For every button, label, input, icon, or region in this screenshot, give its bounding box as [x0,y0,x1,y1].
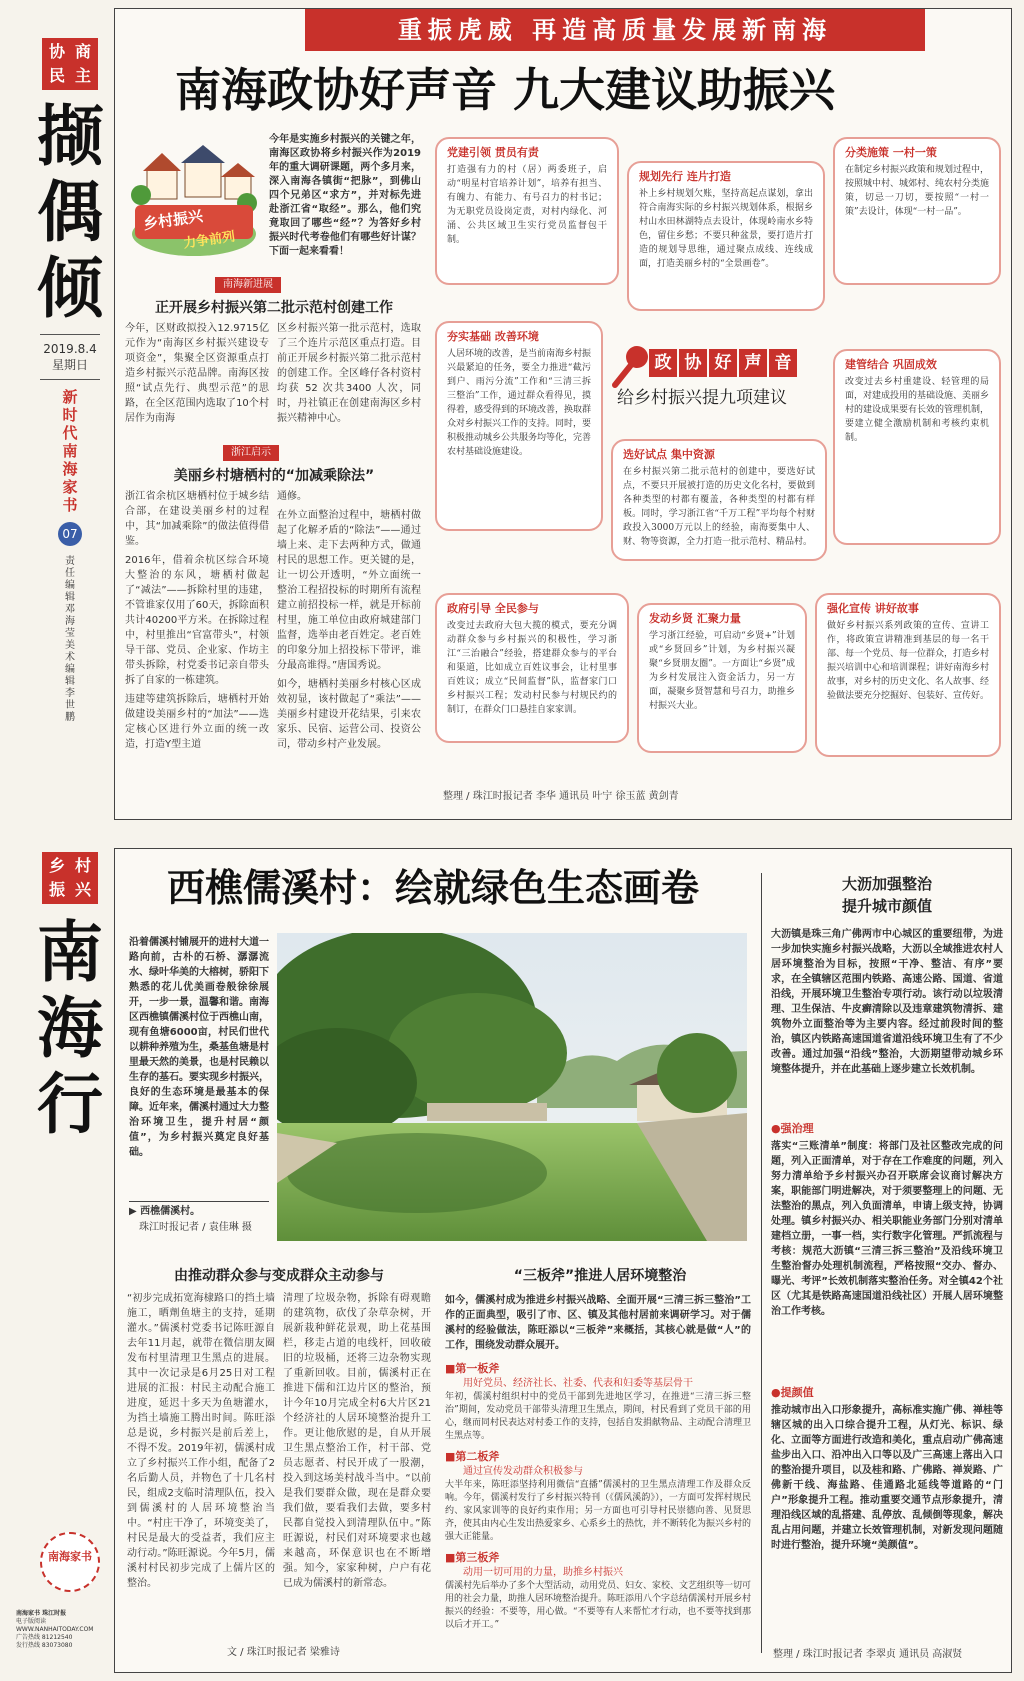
axe-item-3: ■第三板斧 动用一切可用的力量，助推乡村振兴 儒溪村先后举办了多个大型活动，动用党员、妇女、家校、文艺组织等一切可用的社会力量，助推人居环境整治提升。陈旺添用八个字总结儒溪村开展乡村振兴的经验：不要等，用心做。“不要等有人来帮忙才行动，也不要等找到那以后才开工。” [445,1551,751,1630]
article2-title: “三板斧”推进人居环境整治 [513,1268,687,1284]
news2-col2: 通修。 在外立面整治过程中，塘栖村做起了化解矛盾的“除法”——通过墙上来、走下去两种方式，做通村民的思想工作。更关键的是，让一切公开透明，“外立面统一整治工程招投标的时期所有流程建立前招投标一样，就是开标前村里，施工单位由政府城建部门监督，选举由老百姓定。老百姓的印象分加上招投标下带评，谁分最高谁得。”唐国秀说。 如今，塘栖村美丽乡村核心区成效初显，该村做起了“乘法”——美丽乡村建设开花结果，引来农家乐、民宿、运营公司、投资公司，带动乡村产业发展。 [277,491,421,750]
suggestion-improve-environment: 夯实基础 改善环境 人居环境的改善，是当前南海乡村振兴最紧迫的任务，要全力推进“截污到户、雨污分流”工作和“三清三拆三整治”工作，通过群众看得见，摸得着，感受得到的环境改善，换取群众对乡村振兴工作的支持。同时，要积极推动城乡公共服务均等化，完善农村基础设施建设。 [435,321,603,531]
rural-revival-illustration [129,139,259,259]
illustration-label-1: 乡村振兴 [142,206,205,234]
axe-item-2: ■第二板斧 通过宣传发动群众积极参与 大半年来，陈旺添坚持利用微信“直播”儒溪村的卫生黑点清理工作及群众反响。今年，儒溪村发行了乡村振兴特刊（《儒风溪韵》），一方面可发挥村规民约、家风家训等的良好约束作用；另一方面也可引导村民崇德向善、见贤思齐，使其由内心生发出热爱家乡、心系乡土的热忱，并不断转化为振兴乡村的强大正能量。 [445,1450,751,1542]
news1-title: 正开展乡村振兴第二批示范村创建工作 [155,300,393,316]
suggestion-planning-first: 规划先行 连片打造 补上乡村规划欠账，坚持高起点谋划，拿出符合南海实际的乡村振兴规划体系，根据乡村山水田林湖特点去设计，体现岭南水乡特色，留住乡愁；不要只种盆景，要打造片打造的规划导思维，通过聚点成线、连线成面，打造美丽乡村的“全景画卷”。 [627,161,825,311]
page-number: 07 [58,522,82,546]
issue-date: 2019.8.4 [43,342,97,356]
tag-zhejiang-inspiration: 浙江启示 [223,445,279,461]
suggestion-public-participation: 政府引导 全民参与 改变过去政府大包大揽的模式，要充分调动群众参与乡村振兴的积极性，学习浙江“三治融合”经验，搭建群众参与的平台和渠道，比如成立百姓议事会，让村里事百姓议；成立“民间监督”队，监督家门口乡村振兴工程；发动村民参与村规民约的制订，在群众门口悬挂自家家训。 [435,593,629,743]
top-credit: 整理 / 珠江时报记者 李华 通讯员 叶宁 徐玉蓝 黄剑青 [443,791,679,802]
suggestion-party-building: 党建引领 贯员有责 打造强有力的村（居）两委班子，启动“明星村官培养计划”，培养有担当、有魄力、有能力、有号召力的村书记；为无职党员设岗定责，对村内绿化、河涌、公共区域卫生实行党员监督包干制。 [435,137,619,285]
caption-rule [129,1201,269,1202]
top-article-frame [114,8,1012,820]
cppcc-voice-block [611,345,825,425]
sidebar-sec1-label: ●强治理 [771,1122,814,1135]
suggestion-select-pilots: 选好试点 集中资源 在乡村振兴第二批示范村的创建中，要选好试点，不要只开展被打造的历史文化名村，要做到各种类型的村都有覆盖，各种类型的村都有样板。同时，学习浙江省“千万工程”平均每个村财政投入3000万元以上的经验，南海要集中人、财、物等资源，全力打造一批示范村、精品村。 [611,439,827,561]
voice-subtitle: 给乡村振兴提九项建议 [617,388,787,408]
main-headline: 南海政协好声音 九大建议助振兴 [175,63,836,117]
footer-info: 南海家书 珠江时报 电子版阅读 WWW.NANHAITODAY.COM 广告热线 81212540 发行热线 83073080 [16,1610,94,1649]
editors-credit: 责任编辑 邓海莹 美术编辑 李世鹏 [65,556,75,723]
article1-byline: 文 / 珠江时报记者 梁雅诗 [227,1647,340,1658]
sidebar-credit: 整理 / 珠江时报记者 李翠贞 通讯员 高淑贤 [773,1649,963,1660]
intro-paragraph: 今年是实施乡村振兴的关键之年，南海区政协将乡村振兴作为2019年的重大调研课题，两个多月来，深入南海各镇街“把脉”，到佛山四个兄弟区“求方”，并对标先进赴浙江省“取经”。那么，他们究竟取回了哪些“经”？为答好乡村振兴时代考卷他们有哪些好计谋？下面一起来看看！ [269,134,421,257]
voice-title: 政 协 好 声 音 [649,349,799,377]
photo-caption: ▶ 西樵儒溪村。 [129,1206,201,1217]
microphone-icon [611,345,649,389]
bottom-intro: 沿着儒溪村铺展开的进村大道一路向前，古朴的石桥、潺潺流水、绿叶华美的大榕树，骄阳下熟悉的花儿优美画卷般徐徐展开，一步一景，温馨和谐。南海区西樵镇儒溪村位于西樵山南，现有鱼塘6000亩，村民们世代以耕种养殖为生，桑基鱼塘是村里最天然的美景，也是村民赖以生存的基石。要实现乡村振兴，良好的生态环境是最基本的保障。近年来，儒溪村通过大力整治环境卫生，提升村居“颜值”，为乡村振兴奠定良好基础。 [129,937,269,1158]
section-name: 撷偶倾 [37,97,103,327]
page-banner: 重振虎威 再造高质量发展新南海 [305,9,925,51]
sidebar-sec1-body: 落实“三账清单”制度：将部门及社区整改完成的问题，列入正面清单，对于存在工作难度的问题，列入努力清单给予乡村振兴办召开联席会议商讨解决方案，职能部门明进解决，对于须要整理上的问题、无法整治的黑点，列入负面清单，申请上级支持，协调处理。镇乡村振兴办、相关职能业务部门分别对清单建档立册，一事一档，实行数字化管理。严抓流程与考核：规范大沥镇“三清三拆三整治”及沿线环境卫生整治督办处理机制流程，严格按照“交办、督办、曝光、考评”长效机制落实整治任务。对全镇42个社区（尤其是铁路高速国道沿线社区）开展人居环境整治工作考核。 [771,1141,1003,1317]
sidebar-divider [761,873,762,1653]
axe-item-1: ■第一板斧 用好党员、经济社长、社委、代表和妇委等基层骨干 年初，儒溪村组织村中的党员干部到先进地区学习，在推进“三清三拆三整治”期间，发动党员干部带头清理卫生黑点，期间，村民看到了党员干部的用心，继而同村民表达对村委工作的支持，包括自发捐献物品、主动配合清理卫生黑点等。 [445,1362,751,1441]
article2-intro: 如今，儒溪村成为推进乡村振兴战略、全面开展“三清三拆三整治”工作的正面典型，吸引了市、区、镇及其他村居前来调研学习。对于儒溪村的经验做法，陈旺添以“三板斧”来概括，其核心就是做“人”的工作，围绕发动群众展开。 [445,1295,751,1351]
sidebar-intro: 大沥镇是珠三角广佛两市中心城区的重要纽带，为进一步加快实施乡村振兴战略，大沥以全域推进农村人居环境整治为目标，按照“干净、整洁、有序”要求，在全镇辖区范围内铁路、高速公路、国道、省道沿线，开展环境卫生整治专项行动。该行动以垃圾清理、卫生保洁、牛皮癣清除以及违章建筑物清拆、建筑物外立面整治等为主要内容。经过前段时间的整治，镇区内铁路高速国道省道沿线环境卫生有了不少改善。通过加强“沿线”整治，大沥期望带动城乡环境整体提升，并在此基础上逐步建立长效机制。 [771,929,1003,1075]
article2-items [445,1361,751,1661]
article1-col2: 清理了垃圾杂物，拆除有碍观瞻的建筑物，砍伐了杂草杂树，开展新栽种鲜花景观，助上花基围栏，移走占道的电线杆，回收破旧的垃圾桶，还将三边杂物实现了重新回收。目前，儒溪村正在推进下儒和江边片区的整治，预计今年10月完成全村6大片区21个经济社的人居环境整治提升工作。更让他欣慰的是，自从开展卫生黑点整治工作，村干部、党员志愿者、村民开成了一股潮，投入到这场美村战斗当中。“以前是我们要群众做，现在是群众要我们做，要看我们去做，要多村民都自觉投入到清理队伍中。”陈旺源说，村民们对环境要求也越来越高，环保意识也在不断增强。知今，家家种树，户户有花已成为儒溪村的新常态。 [283,1293,431,1589]
illustration-label-2: 力争前列 [182,229,237,252]
bottom-side-column [30,852,110,1142]
suggestion-classified-policy: 分类施策 一村一策 在制定乡村振兴政策和规划过程中，按照城中村、城郊村、纯农村分类施策，切忌一刀切，要按照“一村一策”去设计，体现“一村一品”。 [833,137,1001,285]
sidebar-title: 大沥加强整治 提升城市颜值 [841,875,932,915]
news1-col1: 今年，区财政拟投入12.9715亿元作为“南海区乡村振兴建设专项资金”，集聚全区资源重点打造乡村振兴示范品牌。南海区按照“试点先行、典型示范”的思路，在全区范围内选取了10个村居作为南海 [125,323,269,424]
photo-credit: 珠江时报记者 / 袁佳琳 摄 [139,1222,252,1233]
suggestion-mobilize-gentry: 发动乡贤 汇聚力量 学习浙江经验，可启动“乡贤+”计划或“乡贤回乡”计划，为乡村振兴凝聚“乡贤朋友圈”。一方面让“乡贤”成为乡村发展注入资金活力，另一方面，凝聚乡贤智慧和号召力，助推乡村振兴大业。 [637,603,807,753]
news2-col1: 浙江省余杭区塘栖村位于城乡结合部，在建设美丽乡村的过程中，其“加减乘除”的做法值得借鉴。 2016年，借着余杭区综合环境大整治的东风，塘栖村做起了“减法”——拆除村里的违建，不管谁家仅用了60天，拆除面积共计40200平方米。在拆除过程中，村里推出“官富带头”，村领导干部、党员、企业家、作坊主带头拆除，村党委书记亲自带头拆了自家的一栋建筑。 违建等建筑拆除后，塘栖村开始做建设美丽乡村的“加法”——选定核心区进行外立面的统一改造，打造Y型主道 [125,491,269,750]
news1-col2: 区乡村振兴第一批示范村，选取了三个连片示范区重点打造。目前正开展乡村振兴第二批示范村的创建工作。全区峰仔各村资村均获 52 次共3400 人次，同时，丹社镇正在创建南海区乡村振兴精神中心。 [277,323,421,424]
section-badge-2: 乡 村 振 兴 [42,852,98,904]
news2-title: 美丽乡村塘栖村的“加减乘除法” [173,468,375,484]
article1-title: 由推动群众参与变成群众主动参与 [174,1268,384,1284]
bottom-article-frame [114,848,1012,1673]
top-side-column [30,38,110,724]
suggestion-build-and-manage: 建管结合 巩固成效 改变过去乡村重建设、轻管理的局面，对建成投用的基础设施、美丽乡村的建设成果要有长效的管理机制，要建立健全激励机制和考核约束机制。 [833,349,1001,545]
section-name-2: 南海行 [37,913,103,1143]
suggestion-publicity: 强化宣传 讲好故事 做好乡村振兴系列政策的宣传、宣讲工作，将政策宣讲精准到基层的每一名干部、每一个党员、每一位群众，打造乡村振兴培训中心和培训课程；讲好南海乡村故事，对乡村的历史文化、名人故事、经验做法要充分挖掘好、包装好、宣传好。 [815,593,1001,757]
issue-weekday: 星期日 [51,358,88,372]
section-badge: 协 商 民 主 [42,38,98,90]
bottom-headline: 西樵儒溪村：绘就绿色生态画卷 [167,865,700,910]
slogan: 新时代南海家书 [62,388,78,514]
tag-nanhai-progress: 南海新进展 [215,277,281,293]
sidebar-sec2-body: 推动城市出入口形象提升，高标准实施广佛、禅桂等辖区城的出入口综合提升工程，从灯光、标识、绿化、立面等方面进行改造和美化，重点启动广佛高速盐步出入口、沿冲出入口等以及广三高速上落出入口的整治提升项目，以及桂和路、广佛路、禅炭路、广佛新干线、海盐路、佳通路北延线等道路的“门户”形象提升工程。推动重要交通节点形象提升，清理沿线区域的乱搭建、乱停放、乱倾倒等现象，解决乱占用问题，并建立长效管理机制，对新发现问题随时进行整治，提升环境“美颜值”。 [771,1405,1003,1551]
article1-col1: “初步完成拓宽海棣路口的挡土墙施工，晒劑鱼塘主的支持，延期灌水。”儒溪村党委书记陈旺源自去年11月起，就带在微信朋友圈发布村里清理卫生黑点的进展。其中一次记录是6月25日对工程进展的汇报：村民主动配合施工进度，延迟十多天为鱼塘灌水，为挡土墙施工腾出时间。陈旺添总是说，乡村振兴是前后差上，不得不发。2019年初，儒溪村成立了乡村振兴工作小组，配备了2名后勤人员，并物色了十几名村民，组成2支临时清理队伍，投入到儒溪村的人居环境整治当中。“村庄干净了，环境变美了，村民是最大的受益者，我们应主动行动。”陈旺源说。今年5月，儒溪村村民初步完成了上儒片区的整治。 [127,1293,275,1589]
village-photo [277,933,747,1241]
qr-code-icon: 南海家书 [40,1532,100,1592]
sidebar-sec2-label: ●提颜值 [771,1386,814,1399]
